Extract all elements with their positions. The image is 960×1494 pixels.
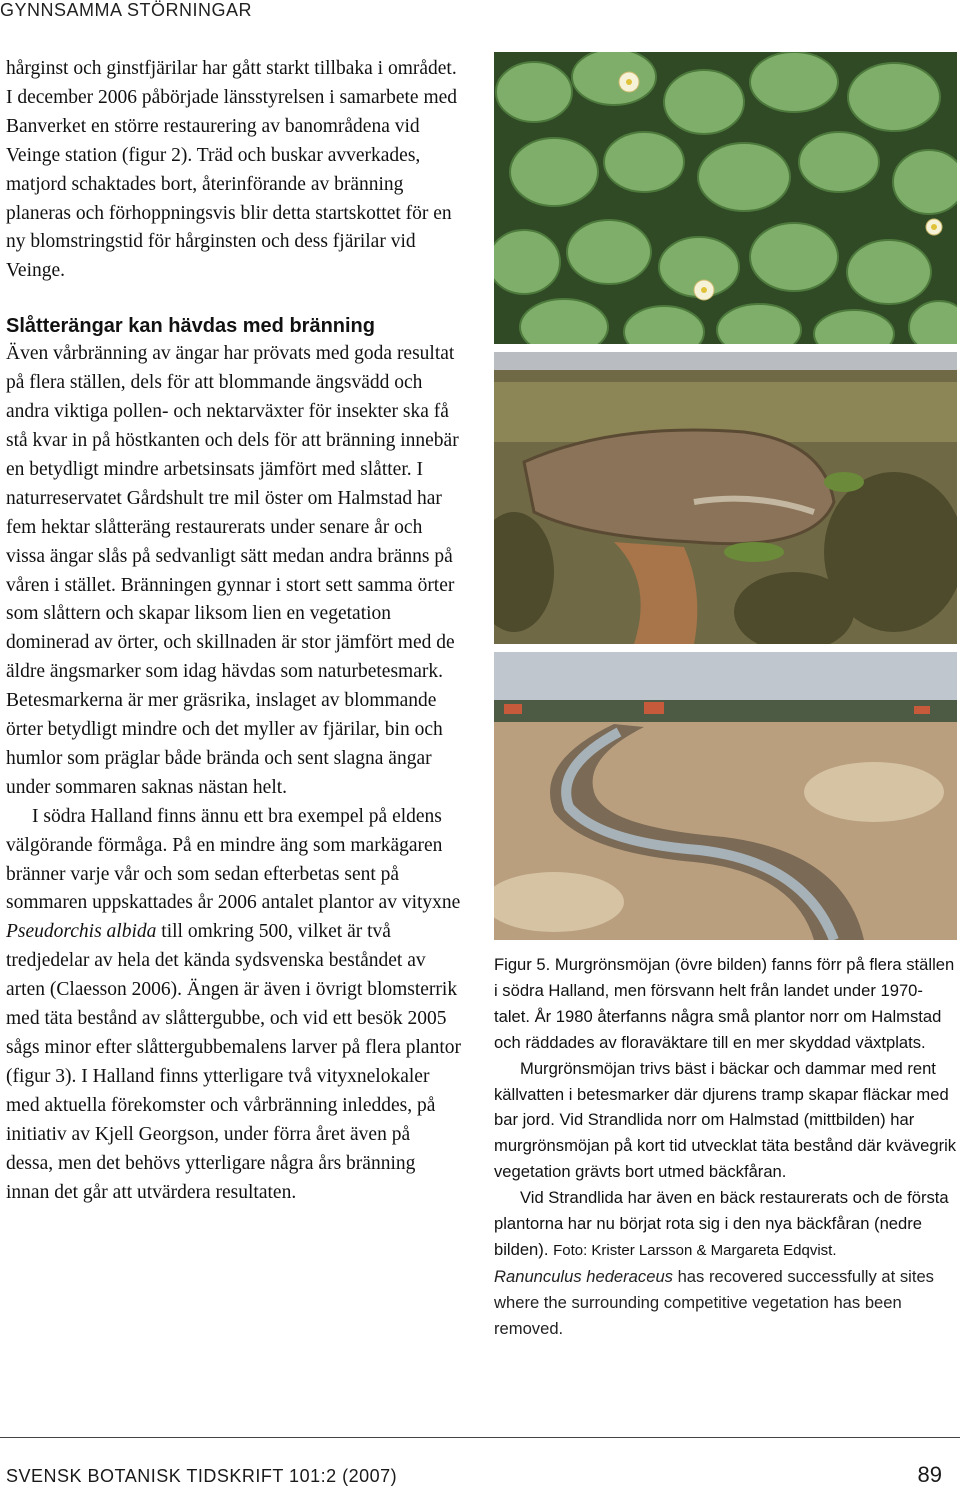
running-head: GYNNSAMMA STÖRNINGAR <box>0 0 253 20</box>
caption-paragraph-2: Murgrönsmöjan trivs bäst i bäckar och dammar med rent källvatten i betesmarker där djurens tramp skapar fläckar med bar jord. Vid Strandlida norr om Halmstad (mittbilden) har murgrönsmöjan på kort tid utvecklat täta bestånd där kvävegrik vegetation grävts bort utmed bäckfåran. <box>494 1058 957 1182</box>
caption-paragraph-3-text: Vid Strandlida har även en bäck restaurerats och de första plantorna har nu börjat rota sig i den nya bäckfåran (nedre bilden). <box>494 1188 949 1259</box>
caption-paragraph-3 <box>494 1185 958 1264</box>
journal-name: SVENSK BOTANISK TIDSKRIFT 101:2 (2007) <box>6 1466 398 1486</box>
species-name-ranunculus: Ranunculus hederaceus <box>494 1266 673 1286</box>
english-summary <box>494 1264 958 1342</box>
species-name-pseudorchis: Pseudorchis albida <box>6 921 157 943</box>
figure-caption <box>494 952 958 1342</box>
paragraph-3-end: till omkring 500, vilket är två tredjedelar av hela det kända sydsvenska beståndet av arten (Claesson 2006). Ängen är även i övrigt blomsterrik med täta bestånd av slåttergubbe, och vid ett besök 2005 sågs minor efter slåttergubbemalens larver på flera plantor (figur 3). I Halland finns ytterligare två vityxnelokaler med aktuella förekomster och vårbränning inleddes, på initiativ av Kjell Georgson, under förra året även på dessa, men det behövs ytterligare några års bränning innan det går att utvärdera resultaten. <box>6 921 462 1203</box>
body-paragraph-2: Även vårbränning av ängar har prövats med goda resultat på flera ställen, dels för att blommande ängsvädd och andra viktiga pollen- och nektarväxter för insekter ska få stå kvar in på höstkanten och dels för att bränning innebär en betydligt mindre arbetsinsats jämfört med slåtter. I naturreservatet Gårdshult tre mil öster om Halmstad har fem hektar slåtteräng restaurerats under senare år och vissa ängar slås på sedvanligt sätt medan andra bränns på våren i stället. Bränningen gynnar i stort sett samma örter som slåttern och skapar liksom lien en vegetation dominerad av örter, och skillnaden är stor jämfört med de äldre ängsmarker som idag hävdas som naturbetesmark. Betesmarkerna är mer gräsrika, inslaget av blommande örter betydligt mindre och det myller av fjärilar, bin och humlor som präglar både brända och sent slagna ängar under sommaren saknas nästan helt. <box>6 343 459 798</box>
photo-ranunculus-leaves-graphic <box>494 52 957 344</box>
english-summary-text: has recovered successfully at sites where the surrounding competitive vegetation has been removed. <box>494 1266 934 1338</box>
photo-restored-stream <box>494 652 957 940</box>
page-number: 89 <box>917 1462 942 1487</box>
paragraph-3-start: I södra Halland finns ännu ett bra exempel på eldens välgörande förmåga. På en mindre äng som markägaren bränner varje vår och som sedan efterbetas sent på sommaren uppskattades år 2006 antalet plantor av vityxne <box>6 805 461 914</box>
photo-ranunculus-leaves <box>494 52 957 344</box>
footer-rule <box>0 1437 960 1438</box>
section-heading: Slåtterängar kan hävdas med bränning <box>6 315 375 338</box>
body-paragraph-1: hårginst och ginstfjärilar har gått starkt tillbaka i området. I december 2006 påbörjade länsstyrelsen i samarbete med Banverket en större restaurering av banområdena vid Veinge station (figur 2). Träd och buskar avverkades, matjord schaktades bort, återinförande av bränning planeras och förhoppningsvis blir detta startskottet för en ny blomstringstid för hårginsten och dess fjärilar vid Veinge. <box>6 58 458 282</box>
left-column <box>6 55 462 1207</box>
photo-credit: Foto: Krister Larsson & Margareta Edqvist. <box>553 1241 837 1259</box>
body-paragraph-3 <box>6 803 462 1208</box>
photo-strandlida-pond-graphic <box>494 352 957 644</box>
caption-paragraph-1: Figur 5. Murgrönsmöjan (övre bilden) fanns förr på flera ställen i södra Halland, men försvann helt från landet under 1970-talet. År 1980 återfanns några små plantor norr om Halmstad och räddades av floraväktare till en mer skyddad växtplats. <box>494 955 955 1052</box>
photo-restored-stream-graphic <box>494 652 957 940</box>
photo-strandlida-pond <box>494 352 957 644</box>
